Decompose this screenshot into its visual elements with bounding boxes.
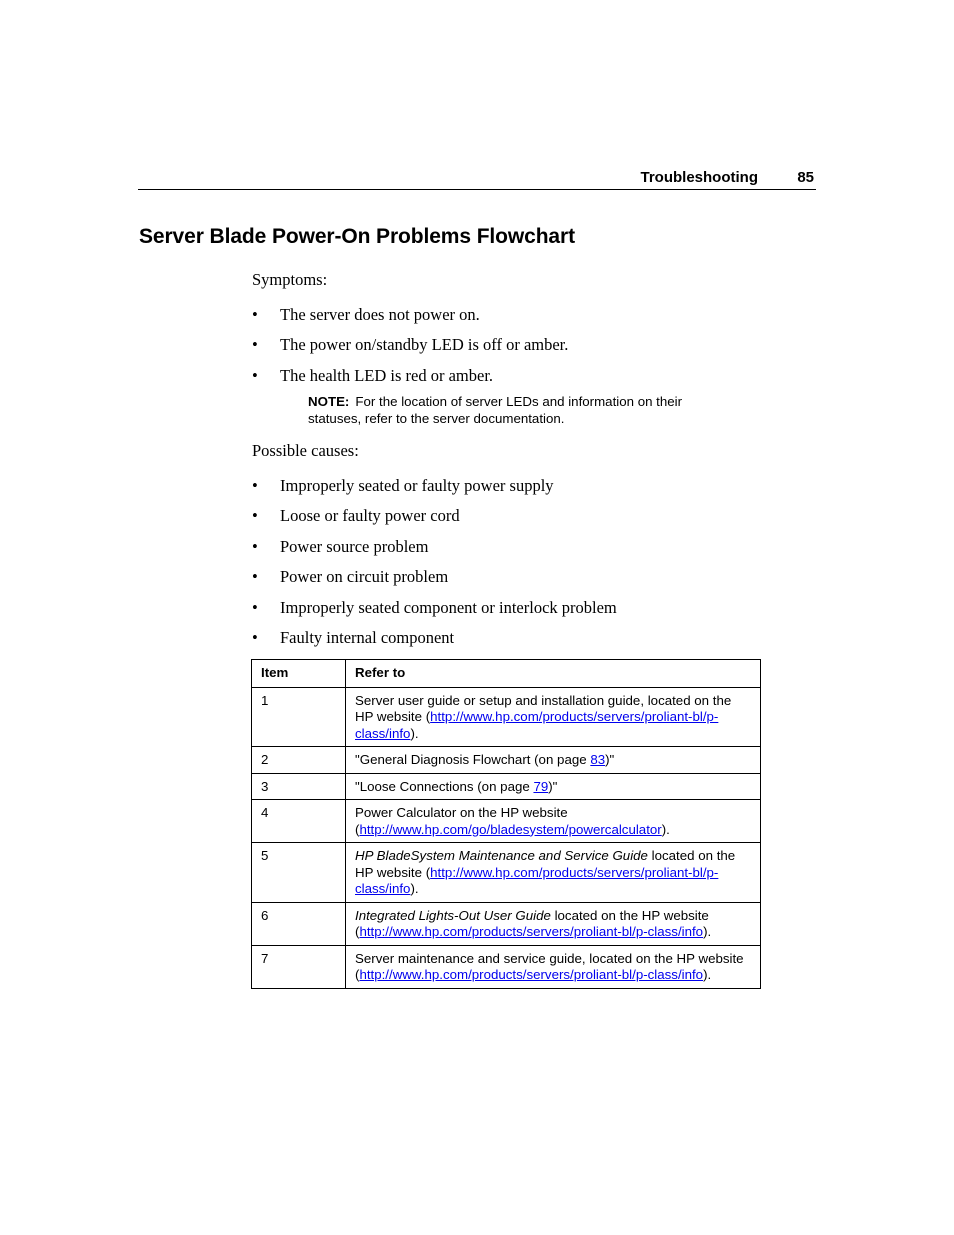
guide-title: HP BladeSystem Maintenance and Service Guide xyxy=(355,848,648,863)
reference-link[interactable]: http://www.hp.com/products/servers/proliant-bl/p-class/info xyxy=(355,709,719,741)
refer-text: )" xyxy=(605,752,615,767)
refer-cell xyxy=(346,800,761,843)
item-cell: 6 xyxy=(252,902,346,945)
guide-title: Integrated Lights-Out User Guide xyxy=(355,907,551,923)
list-item: • Improperly seated component or interlock problem xyxy=(252,598,617,628)
refer-text: "Loose Connections (on page xyxy=(355,778,534,794)
table-header-row xyxy=(252,660,761,688)
list-item: • Power on circuit problem xyxy=(252,567,617,597)
list-item: • The server does not power on. xyxy=(252,305,568,335)
list-item: • The power on/standby LED is off or amber. xyxy=(252,335,568,365)
refer-cell xyxy=(346,843,761,903)
refer-cell xyxy=(346,747,761,774)
refer-text: Server maintenance and service guide, located on the HP website ( xyxy=(355,950,744,982)
page-link[interactable]: 83 xyxy=(590,752,606,767)
header-page-number: 85 xyxy=(797,169,814,186)
list-item: • Loose or faulty power cord xyxy=(252,506,617,536)
reference-link[interactable]: http://www.hp.com/go/bladesystem/powercalculator xyxy=(359,821,662,837)
refer-text: located on the HP website ( xyxy=(355,907,709,939)
refer-text: ). xyxy=(703,967,712,982)
table-row xyxy=(252,843,761,903)
page-link[interactable]: 79 xyxy=(533,778,549,794)
item-cell: 3 xyxy=(252,773,346,800)
causes-list xyxy=(252,476,617,658)
reference-link[interactable]: http://www.hp.com/products/servers/proliant-bl/p-class/info xyxy=(359,967,704,982)
table-row xyxy=(252,800,761,843)
table-row xyxy=(252,687,761,747)
refer-text: ). xyxy=(703,924,712,939)
refer-text: Server user guide or setup and installation guide, located on the HP website ( xyxy=(355,692,732,724)
refer-text: located on the HP website ( xyxy=(355,848,736,880)
causes-label: Possible causes: xyxy=(252,441,359,460)
running-header xyxy=(138,168,816,190)
note-label: NOTE: xyxy=(308,394,350,409)
refer-text: "General Diagnosis Flowchart (on page xyxy=(355,752,591,767)
page-title: Server Blade Power-On Problems Flowchart xyxy=(139,225,575,248)
symptoms-list xyxy=(252,305,568,396)
header-section-title: Troubleshooting xyxy=(640,169,758,186)
refer-cell xyxy=(346,773,761,800)
refer-cell xyxy=(346,945,761,988)
refer-text: )" xyxy=(548,778,558,794)
item-cell: 5 xyxy=(252,843,346,903)
table-row xyxy=(252,945,761,988)
item-cell: 1 xyxy=(252,687,346,747)
note-box xyxy=(308,394,728,427)
symptoms-label: Symptoms: xyxy=(252,270,328,289)
refer-cell xyxy=(346,687,761,747)
refer-text: ). xyxy=(410,881,419,896)
list-item: • Faulty internal component xyxy=(252,628,617,658)
column-header-item: Item xyxy=(252,660,346,688)
item-cell: 4 xyxy=(252,800,346,843)
list-item: • Power source problem xyxy=(252,537,617,567)
list-item: • The health LED is red or amber. xyxy=(252,366,568,396)
refer-text: ). xyxy=(661,821,670,837)
list-item: • Improperly seated or faulty power supply xyxy=(252,476,617,506)
refer-text: ). xyxy=(410,725,419,741)
item-cell: 2 xyxy=(252,747,346,774)
refer-cell xyxy=(346,902,761,945)
column-header-refer-to: Refer to xyxy=(346,660,761,688)
table-row xyxy=(252,902,761,945)
reference-table xyxy=(251,659,761,989)
reference-link[interactable]: http://www.hp.com/products/servers/proliant-bl/p-class/info xyxy=(359,924,704,939)
table-row xyxy=(252,747,761,774)
table-row xyxy=(252,773,761,800)
item-cell: 7 xyxy=(252,945,346,988)
refer-text: Power Calculator on the HP website ( xyxy=(355,805,568,837)
note-text: For the location of server LEDs and information on their statuses, refer to the server documentation. xyxy=(308,394,683,426)
reference-link[interactable]: http://www.hp.com/products/servers/proliant-bl/p-class/info xyxy=(355,864,719,896)
